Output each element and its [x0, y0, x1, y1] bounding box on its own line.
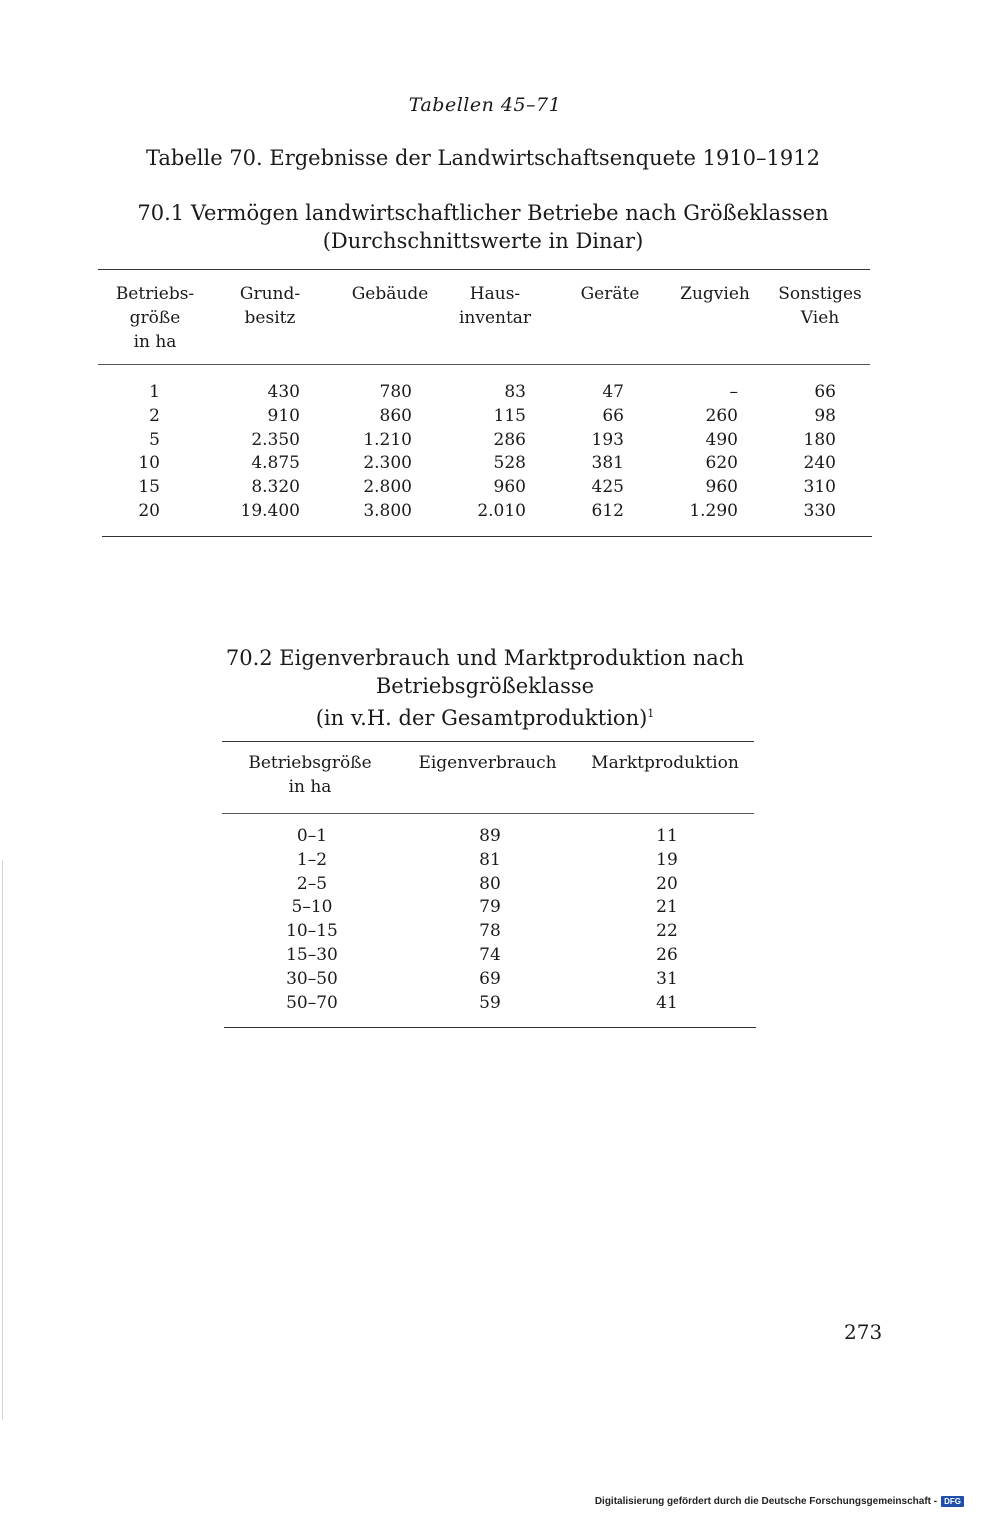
table1-cell: 83 — [504, 382, 526, 402]
table-title: Tabelle 70. Ergebnisse der Landwirtschaftsenquete 1910–1912 — [146, 146, 820, 170]
table1-cell: 19.400 — [240, 501, 300, 521]
table1-cell: 310 — [803, 477, 836, 498]
table1-col-header: Geräte — [580, 284, 640, 304]
table2-cell: 74 — [479, 945, 501, 965]
table1-bottom-rule — [102, 536, 872, 537]
table2-cell: 80 — [479, 873, 501, 894]
table1-cell: 2.300 — [363, 453, 412, 474]
table1-cell: 430 — [267, 382, 300, 402]
table1-cell: 8.320 — [251, 477, 300, 498]
table2-title-text: (in v.H. der Gesamtproduktion) — [315, 706, 648, 730]
table2-cell: 21 — [656, 897, 678, 918]
table1-row-label: 1 — [149, 382, 160, 402]
table1-cell: 960 — [705, 477, 738, 498]
footnote-marker: 1 — [647, 707, 655, 720]
table1-cell: 612 — [591, 501, 624, 521]
table2-cell: 31 — [656, 968, 678, 989]
table1-cell: 47 — [602, 382, 624, 402]
table2-cell: 26 — [656, 945, 678, 965]
table1-cell: 860 — [379, 405, 412, 426]
table2-cell: 41 — [656, 992, 678, 1013]
table1-col-header: größe — [129, 308, 181, 328]
table1-row-label: 5 — [149, 429, 160, 450]
table1-cell: 98 — [814, 405, 836, 426]
table2-row-label: 50–70 — [286, 992, 338, 1013]
table1-cell: 180 — [803, 429, 836, 450]
table2-col-header: Betriebsgröße — [248, 753, 372, 773]
table1-cell: 490 — [705, 429, 738, 450]
table2-top-rule — [222, 741, 754, 742]
table2-row-label: 0–1 — [296, 826, 328, 846]
table2-row-label: 2–5 — [296, 873, 328, 894]
table1-cell: 780 — [379, 382, 412, 402]
table2-cell: 22 — [656, 921, 678, 942]
page-number: 273 — [844, 1320, 883, 1344]
table2-cell: 69 — [479, 968, 501, 989]
table1-title-line2: (Durchschnittswerte in Dinar) — [322, 229, 644, 253]
table1-cell: 620 — [705, 453, 738, 474]
table1-col-header: inventar — [458, 308, 532, 328]
table1-cell: 1.290 — [689, 501, 738, 521]
table2-row-label: 15–30 — [286, 945, 338, 965]
table1-col-header: besitz — [244, 308, 296, 328]
table1-col-header: Betriebs- — [115, 284, 195, 304]
table2-bottom-rule — [224, 1027, 756, 1028]
table1-cell: 193 — [591, 429, 624, 450]
table2-row-label: 30–50 — [286, 968, 338, 989]
table2-cell: 59 — [479, 992, 501, 1013]
table2-header-rule — [222, 813, 754, 814]
table1-cell: 1.210 — [363, 429, 412, 450]
table1-cell: 528 — [493, 453, 526, 474]
table1-cell: 381 — [591, 453, 624, 474]
table1-cell: 66 — [602, 405, 624, 426]
table1-cell: 240 — [803, 453, 836, 474]
table1-row-label: 10 — [138, 453, 160, 474]
table1-cell: – — [729, 382, 738, 402]
table1-col-header: Haus- — [469, 284, 521, 304]
table1-cell: 260 — [705, 405, 738, 426]
table2-col-header: Eigenverbrauch — [418, 753, 557, 773]
table1-row-label: 20 — [138, 501, 160, 521]
dfg-logo: DFG — [941, 1496, 964, 1507]
table1-col-header: Sonstiges — [778, 284, 862, 304]
table1-top-rule — [98, 269, 870, 270]
table2-cell: 89 — [479, 826, 501, 846]
table2-cell: 79 — [479, 897, 501, 918]
table2-row-label: 5–10 — [291, 897, 333, 918]
table1-cell: 2.010 — [477, 501, 526, 521]
table1-cell: 330 — [803, 501, 836, 521]
table2-cell: 81 — [479, 849, 501, 870]
table1-header-rule — [98, 364, 870, 365]
table1-col-header: Gebäude — [351, 284, 429, 304]
digitization-footer — [595, 1496, 964, 1507]
table1-title-line1: 70.1 Vermögen landwirtschaftlicher Betriebe nach Größeklassen — [137, 201, 829, 225]
table2-row-label: 10–15 — [286, 921, 338, 942]
running-head: Tabellen 45–71 — [408, 94, 562, 116]
table2-title-line1: 70.2 Eigenverbrauch und Marktproduktion nach — [225, 646, 745, 670]
table2-cell: 19 — [656, 849, 678, 870]
table1-cell: 286 — [493, 429, 526, 450]
table2-col-header: in ha — [288, 777, 332, 797]
table1-col-header: Grund- — [239, 284, 301, 304]
table1-row-label: 2 — [149, 405, 160, 426]
table1-cell: 910 — [267, 405, 300, 426]
table1-title — [0, 199, 966, 255]
table1-cell: 960 — [493, 477, 526, 498]
table1-cell: 115 — [493, 405, 526, 426]
table1-col-header: in ha — [133, 332, 177, 352]
table1-cell: 425 — [591, 477, 624, 498]
table2-cell: 78 — [479, 921, 501, 942]
table2-col-header: Marktproduktion — [591, 753, 739, 773]
table2-title-line3 — [0, 700, 970, 732]
table2-title — [0, 644, 970, 732]
table2-cell: 20 — [656, 873, 678, 894]
table1-cell: 3.800 — [363, 501, 412, 521]
table1-cell: 2.800 — [363, 477, 412, 498]
table2-row-label: 1–2 — [296, 849, 328, 870]
table1-row-label: 15 — [138, 477, 160, 498]
scan-edge — [2, 860, 3, 1420]
table2-cell: 11 — [656, 826, 678, 846]
footer-text: Digitalisierung gefördert durch die Deutsche Forschungsgemeinschaft - — [594, 1496, 938, 1507]
table2-title-line2: Betriebsgrößeklasse — [375, 674, 595, 698]
table1-cell: 66 — [814, 382, 836, 402]
table1-col-header: Zugvieh — [680, 284, 750, 304]
table1-cell: 2.350 — [251, 429, 300, 450]
table1-cell: 4.875 — [251, 453, 300, 474]
table1-col-header: Vieh — [800, 308, 840, 328]
